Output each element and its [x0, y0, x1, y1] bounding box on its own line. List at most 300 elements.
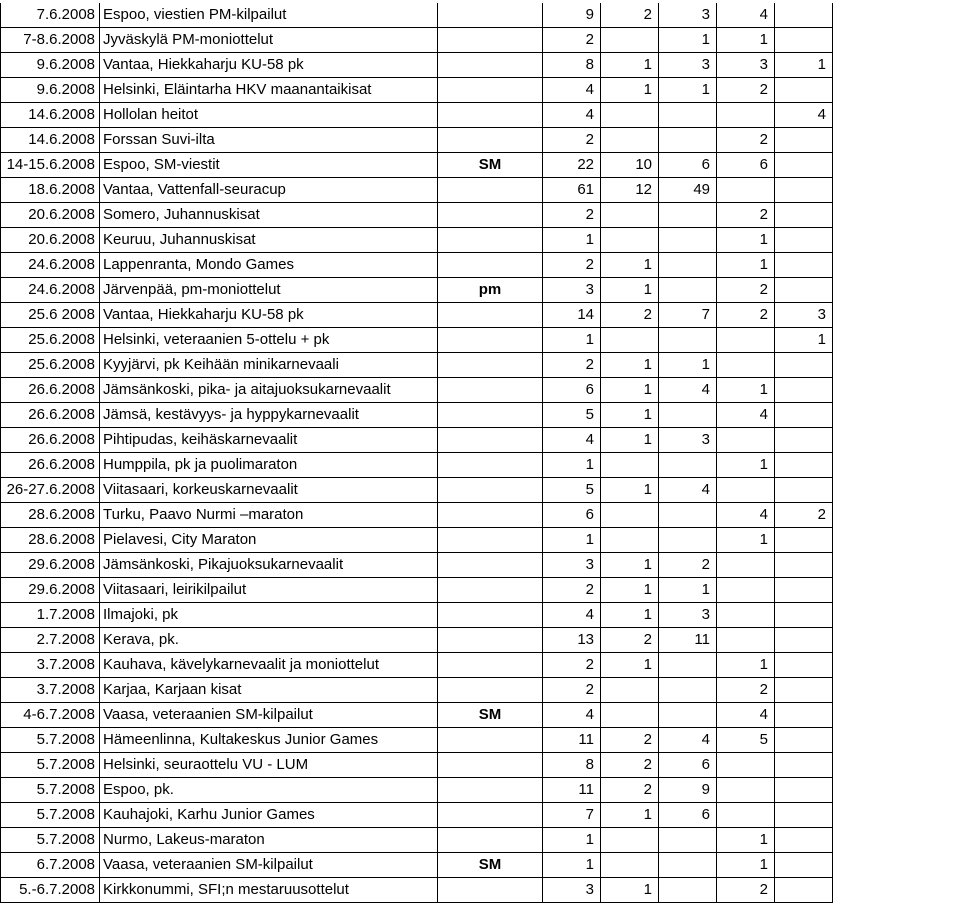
count-cell: 2 — [543, 253, 601, 278]
count-cell: 4 — [717, 403, 775, 428]
count-cell — [717, 803, 775, 828]
level-cell — [438, 478, 543, 503]
count-cell — [659, 653, 717, 678]
count-cell: 6 — [717, 153, 775, 178]
date-cell: 26.6.2008 — [1, 453, 100, 478]
count-cell — [601, 28, 659, 53]
count-cell: 1 — [543, 228, 601, 253]
count-cell: 10 — [601, 153, 659, 178]
count-cell — [775, 753, 833, 778]
count-cell: 8 — [543, 753, 601, 778]
table-row — [1, 328, 833, 353]
event-cell: Espoo, viestien PM-kilpailut — [100, 3, 438, 28]
event-cell: Pielavesi, City Maraton — [100, 528, 438, 553]
count-cell: 1 — [717, 378, 775, 403]
count-cell — [601, 853, 659, 878]
count-cell — [601, 828, 659, 853]
level-cell — [438, 78, 543, 103]
event-cell: Vaasa, veteraanien SM-kilpailut — [100, 703, 438, 728]
date-cell: 29.6.2008 — [1, 553, 100, 578]
date-cell: 24.6.2008 — [1, 253, 100, 278]
table-row — [1, 878, 833, 903]
count-cell — [775, 728, 833, 753]
count-cell — [659, 253, 717, 278]
count-cell — [601, 328, 659, 353]
count-cell — [717, 103, 775, 128]
count-cell: 1 — [601, 78, 659, 103]
count-cell — [717, 428, 775, 453]
count-cell — [775, 878, 833, 903]
count-cell: 1 — [717, 253, 775, 278]
table-row — [1, 703, 833, 728]
count-cell: 2 — [543, 353, 601, 378]
event-cell: Jämsänkoski, pika- ja aitajuoksukarnevaalit — [100, 378, 438, 403]
date-cell: 9.6.2008 — [1, 78, 100, 103]
count-cell: 61 — [543, 178, 601, 203]
level-cell — [438, 528, 543, 553]
table-row — [1, 28, 833, 53]
level-cell — [438, 628, 543, 653]
level-cell: pm — [438, 278, 543, 303]
table-row — [1, 603, 833, 628]
count-cell — [775, 853, 833, 878]
count-cell: 5 — [543, 478, 601, 503]
count-cell: 1 — [601, 878, 659, 903]
count-cell: 7 — [543, 803, 601, 828]
count-cell — [717, 353, 775, 378]
count-cell: 3 — [543, 553, 601, 578]
count-cell: 1 — [717, 828, 775, 853]
event-cell: Espoo, SM-viestit — [100, 153, 438, 178]
event-cell: Kauhava, kävelykarnevaalit ja moniottelut — [100, 653, 438, 678]
date-cell: 29.6.2008 — [1, 578, 100, 603]
count-cell: 9 — [659, 778, 717, 803]
date-cell: 7-8.6.2008 — [1, 28, 100, 53]
count-cell — [775, 278, 833, 303]
date-cell: 26-27.6.2008 — [1, 478, 100, 503]
count-cell — [775, 828, 833, 853]
date-cell: 3.7.2008 — [1, 678, 100, 703]
level-cell: SM — [438, 153, 543, 178]
table-row — [1, 453, 833, 478]
count-cell: 3 — [659, 53, 717, 78]
count-cell: 1 — [543, 828, 601, 853]
count-cell: 1 — [543, 453, 601, 478]
date-cell: 25.6.2008 — [1, 328, 100, 353]
count-cell: 1 — [601, 803, 659, 828]
count-cell — [775, 78, 833, 103]
count-cell: 2 — [717, 678, 775, 703]
event-cell: Turku, Paavo Nurmi –maraton — [100, 503, 438, 528]
count-cell: 7 — [659, 303, 717, 328]
count-cell — [601, 453, 659, 478]
date-cell: 5.7.2008 — [1, 753, 100, 778]
count-cell — [601, 228, 659, 253]
count-cell: 4 — [659, 728, 717, 753]
count-cell: 4 — [717, 3, 775, 28]
level-cell — [438, 728, 543, 753]
count-cell: 6 — [543, 503, 601, 528]
table-row — [1, 828, 833, 853]
count-cell: 4 — [717, 703, 775, 728]
count-cell: 11 — [659, 628, 717, 653]
table-row — [1, 228, 833, 253]
count-cell: 1 — [543, 528, 601, 553]
count-cell — [717, 778, 775, 803]
table-row — [1, 678, 833, 703]
table-row — [1, 478, 833, 503]
count-cell — [659, 328, 717, 353]
count-cell: 1 — [601, 53, 659, 78]
count-cell: 2 — [717, 278, 775, 303]
event-cell: Nurmo, Lakeus-maraton — [100, 828, 438, 853]
level-cell — [438, 328, 543, 353]
count-cell: 11 — [543, 728, 601, 753]
count-cell: 2 — [601, 728, 659, 753]
count-cell: 4 — [775, 103, 833, 128]
table-row — [1, 578, 833, 603]
count-cell — [775, 403, 833, 428]
event-cell: Karjaa, Karjaan kisat — [100, 678, 438, 703]
count-cell: 6 — [659, 753, 717, 778]
level-cell: SM — [438, 853, 543, 878]
event-cell: Helsinki, Eläintarha HKV maanantaikisat — [100, 78, 438, 103]
level-cell — [438, 803, 543, 828]
count-cell — [659, 278, 717, 303]
count-cell: 1 — [659, 578, 717, 603]
count-cell — [659, 678, 717, 703]
count-cell — [775, 353, 833, 378]
table-row — [1, 178, 833, 203]
count-cell — [775, 153, 833, 178]
count-cell: 1 — [775, 53, 833, 78]
event-cell: Vaasa, veteraanien SM-kilpailut — [100, 853, 438, 878]
count-cell: 4 — [717, 503, 775, 528]
level-cell — [438, 303, 543, 328]
date-cell: 7.6.2008 — [1, 3, 100, 28]
level-cell — [438, 253, 543, 278]
count-cell: 1 — [601, 603, 659, 628]
level-cell — [438, 378, 543, 403]
count-cell: 14 — [543, 303, 601, 328]
date-cell: 25.6.2008 — [1, 353, 100, 378]
table-row — [1, 728, 833, 753]
count-cell — [659, 853, 717, 878]
count-cell — [659, 403, 717, 428]
level-cell: SM — [438, 703, 543, 728]
count-cell — [775, 803, 833, 828]
count-cell — [775, 178, 833, 203]
count-cell: 1 — [775, 328, 833, 353]
count-cell: 1 — [717, 853, 775, 878]
date-cell: 5.7.2008 — [1, 828, 100, 853]
count-cell: 1 — [659, 353, 717, 378]
count-cell: 2 — [775, 503, 833, 528]
count-cell: 4 — [659, 378, 717, 403]
date-cell: 5.7.2008 — [1, 778, 100, 803]
event-cell: Helsinki, seuraottelu VU - LUM — [100, 753, 438, 778]
level-cell — [438, 28, 543, 53]
table-row — [1, 553, 833, 578]
table-row — [1, 278, 833, 303]
count-cell: 4 — [543, 603, 601, 628]
date-cell: 5.7.2008 — [1, 728, 100, 753]
date-cell: 20.6.2008 — [1, 203, 100, 228]
count-cell — [601, 503, 659, 528]
count-cell: 2 — [717, 303, 775, 328]
date-cell: 26.6.2008 — [1, 403, 100, 428]
count-cell — [659, 828, 717, 853]
count-cell — [717, 578, 775, 603]
level-cell — [438, 53, 543, 78]
count-cell — [775, 228, 833, 253]
count-cell — [775, 128, 833, 153]
count-cell: 2 — [543, 203, 601, 228]
count-cell: 2 — [543, 578, 601, 603]
event-cell: Keuruu, Juhannuskisat — [100, 228, 438, 253]
event-cell: Humppila, pk ja puolimaraton — [100, 453, 438, 478]
event-cell: Jyväskylä PM-moniottelut — [100, 28, 438, 53]
count-cell: 3 — [659, 3, 717, 28]
count-cell: 2 — [601, 3, 659, 28]
count-cell: 1 — [601, 578, 659, 603]
date-cell: 24.6.2008 — [1, 278, 100, 303]
results-table — [0, 3, 833, 903]
count-cell: 2 — [601, 303, 659, 328]
table-row — [1, 253, 833, 278]
count-cell — [601, 203, 659, 228]
count-cell — [659, 103, 717, 128]
event-cell: Somero, Juhannuskisat — [100, 203, 438, 228]
count-cell — [717, 178, 775, 203]
count-cell — [775, 28, 833, 53]
count-cell: 1 — [543, 328, 601, 353]
count-cell — [601, 128, 659, 153]
level-cell — [438, 403, 543, 428]
date-cell: 28.6.2008 — [1, 528, 100, 553]
count-cell: 1 — [601, 403, 659, 428]
event-cell: Hämeenlinna, Kultakeskus Junior Games — [100, 728, 438, 753]
table-row — [1, 128, 833, 153]
date-cell: 26.6.2008 — [1, 428, 100, 453]
date-cell: 14.6.2008 — [1, 128, 100, 153]
count-cell: 1 — [601, 253, 659, 278]
event-cell: Ilmajoki, pk — [100, 603, 438, 628]
count-cell: 1 — [717, 528, 775, 553]
table-row — [1, 203, 833, 228]
count-cell — [775, 578, 833, 603]
date-cell: 1.7.2008 — [1, 603, 100, 628]
event-cell: Espoo, pk. — [100, 778, 438, 803]
level-cell — [438, 128, 543, 153]
event-cell: Vantaa, Hiekkaharju KU-58 pk — [100, 303, 438, 328]
count-cell: 6 — [543, 378, 601, 403]
date-cell: 6.7.2008 — [1, 853, 100, 878]
level-cell — [438, 178, 543, 203]
count-cell: 22 — [543, 153, 601, 178]
count-cell: 5 — [717, 728, 775, 753]
count-cell: 3 — [775, 303, 833, 328]
count-cell: 1 — [717, 28, 775, 53]
event-cell: Viitasaari, leirikilpailut — [100, 578, 438, 603]
count-cell — [775, 628, 833, 653]
level-cell — [438, 453, 543, 478]
count-cell — [717, 753, 775, 778]
table-row — [1, 3, 833, 28]
count-cell: 6 — [659, 803, 717, 828]
level-cell — [438, 103, 543, 128]
count-cell — [601, 528, 659, 553]
date-cell: 26.6.2008 — [1, 378, 100, 403]
level-cell — [438, 678, 543, 703]
table-row — [1, 628, 833, 653]
count-cell: 1 — [717, 653, 775, 678]
table-row — [1, 503, 833, 528]
count-cell: 3 — [659, 428, 717, 453]
count-cell: 1 — [601, 428, 659, 453]
date-cell: 20.6.2008 — [1, 228, 100, 253]
count-cell — [717, 628, 775, 653]
level-cell — [438, 778, 543, 803]
count-cell: 3 — [717, 53, 775, 78]
level-cell — [438, 878, 543, 903]
table-row — [1, 403, 833, 428]
table-row — [1, 653, 833, 678]
date-cell: 5.7.2008 — [1, 803, 100, 828]
count-cell: 13 — [543, 628, 601, 653]
count-cell: 4 — [543, 428, 601, 453]
count-cell — [775, 453, 833, 478]
count-cell: 2 — [717, 128, 775, 153]
table-row — [1, 303, 833, 328]
event-cell: Hollolan heitot — [100, 103, 438, 128]
count-cell — [717, 553, 775, 578]
date-cell: 2.7.2008 — [1, 628, 100, 653]
table-row — [1, 753, 833, 778]
date-cell: 4-6.7.2008 — [1, 703, 100, 728]
table-row — [1, 103, 833, 128]
count-cell — [659, 453, 717, 478]
event-cell: Kauhajoki, Karhu Junior Games — [100, 803, 438, 828]
event-cell: Kyyjärvi, pk Keihään minikarnevaali — [100, 353, 438, 378]
count-cell — [659, 528, 717, 553]
count-cell — [775, 378, 833, 403]
date-cell: 18.6.2008 — [1, 178, 100, 203]
count-cell: 1 — [601, 478, 659, 503]
event-cell: Vantaa, Vattenfall-seuracup — [100, 178, 438, 203]
level-cell — [438, 228, 543, 253]
count-cell — [659, 703, 717, 728]
date-cell: 14.6.2008 — [1, 103, 100, 128]
date-cell: 5.-6.7.2008 — [1, 878, 100, 903]
event-cell: Viitasaari, korkeuskarnevaalit — [100, 478, 438, 503]
level-cell — [438, 753, 543, 778]
count-cell: 49 — [659, 178, 717, 203]
count-cell — [775, 778, 833, 803]
count-cell — [659, 203, 717, 228]
count-cell — [601, 678, 659, 703]
date-cell: 25.6 2008 — [1, 303, 100, 328]
count-cell: 2 — [543, 128, 601, 153]
count-cell: 2 — [659, 553, 717, 578]
count-cell: 1 — [659, 78, 717, 103]
count-cell: 4 — [543, 103, 601, 128]
event-cell: Jämsänkoski, Pikajuoksukarnevaalit — [100, 553, 438, 578]
count-cell: 4 — [659, 478, 717, 503]
count-cell: 8 — [543, 53, 601, 78]
event-cell: Helsinki, veteraanien 5-ottelu + pk — [100, 328, 438, 353]
table-body — [1, 3, 833, 903]
event-cell: Kirkkonummi, SFI;n mestaruusottelut — [100, 878, 438, 903]
count-cell — [601, 103, 659, 128]
count-cell: 2 — [717, 78, 775, 103]
level-cell — [438, 353, 543, 378]
count-cell: 11 — [543, 778, 601, 803]
event-cell: Vantaa, Hiekkaharju KU-58 pk — [100, 53, 438, 78]
event-cell: Forssan Suvi-ilta — [100, 128, 438, 153]
count-cell — [775, 253, 833, 278]
table-row — [1, 378, 833, 403]
count-cell: 1 — [601, 353, 659, 378]
count-cell: 1 — [543, 853, 601, 878]
event-cell: Järvenpää, pm-moniottelut — [100, 278, 438, 303]
table-row — [1, 853, 833, 878]
count-cell: 4 — [543, 703, 601, 728]
date-cell: 28.6.2008 — [1, 503, 100, 528]
count-cell: 3 — [659, 603, 717, 628]
count-cell: 2 — [717, 203, 775, 228]
count-cell — [775, 428, 833, 453]
level-cell — [438, 828, 543, 853]
level-cell — [438, 3, 543, 28]
count-cell — [775, 678, 833, 703]
table-row — [1, 803, 833, 828]
count-cell — [775, 203, 833, 228]
level-cell — [438, 653, 543, 678]
date-cell: 3.7.2008 — [1, 653, 100, 678]
count-cell: 2 — [601, 753, 659, 778]
count-cell — [659, 878, 717, 903]
count-cell: 4 — [543, 78, 601, 103]
count-cell — [775, 528, 833, 553]
count-cell: 3 — [543, 878, 601, 903]
table-row — [1, 353, 833, 378]
count-cell — [775, 603, 833, 628]
count-cell: 1 — [717, 228, 775, 253]
count-cell: 9 — [543, 3, 601, 28]
count-cell: 1 — [659, 28, 717, 53]
level-cell — [438, 503, 543, 528]
count-cell — [659, 128, 717, 153]
count-cell — [775, 3, 833, 28]
table-row — [1, 153, 833, 178]
count-cell: 1 — [601, 278, 659, 303]
level-cell — [438, 553, 543, 578]
count-cell: 6 — [659, 153, 717, 178]
count-cell — [659, 503, 717, 528]
count-cell — [717, 603, 775, 628]
level-cell — [438, 603, 543, 628]
count-cell: 2 — [543, 653, 601, 678]
count-cell: 1 — [601, 378, 659, 403]
event-cell: Jämsä, kestävyys- ja hyppykarnevaalit — [100, 403, 438, 428]
count-cell — [659, 228, 717, 253]
count-cell — [601, 703, 659, 728]
date-cell: 14-15.6.2008 — [1, 153, 100, 178]
count-cell: 12 — [601, 178, 659, 203]
count-cell — [775, 653, 833, 678]
date-cell: 9.6.2008 — [1, 53, 100, 78]
